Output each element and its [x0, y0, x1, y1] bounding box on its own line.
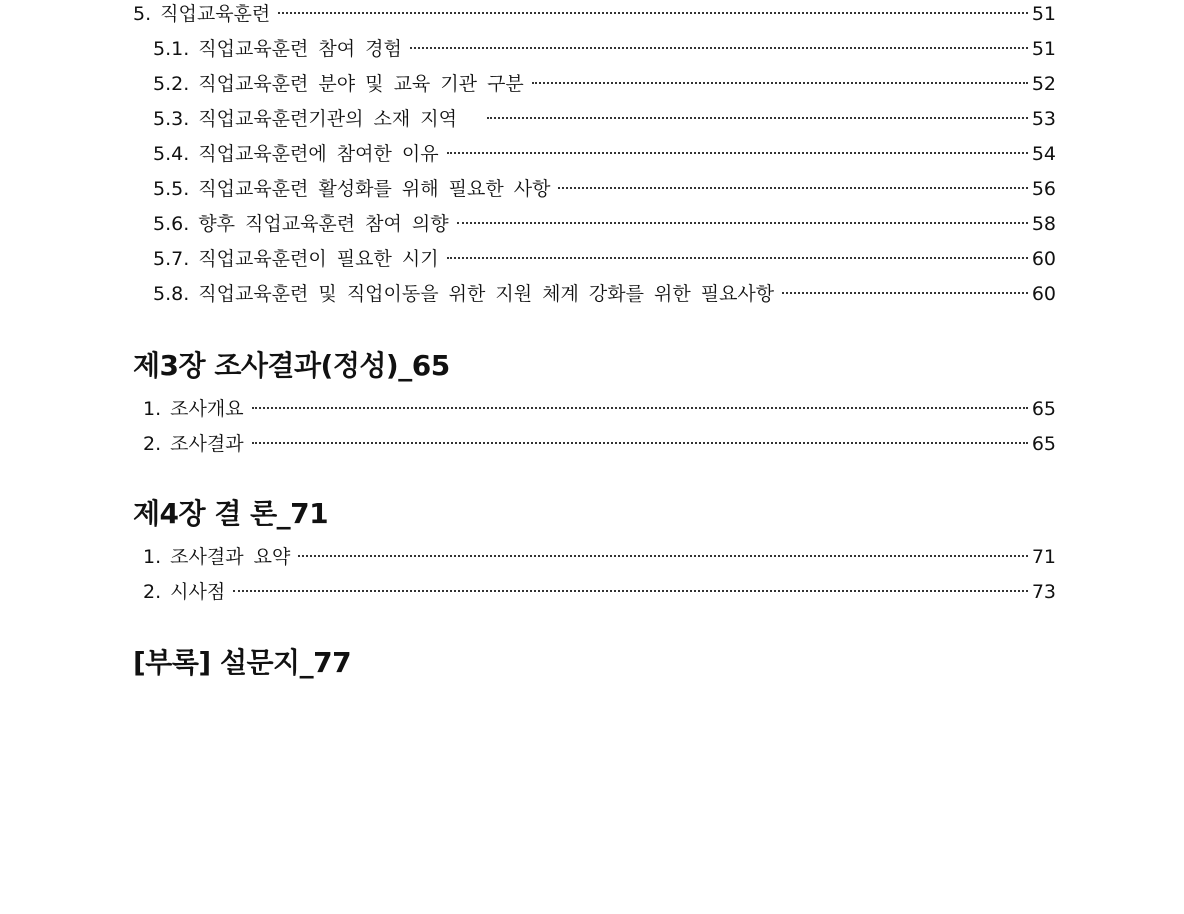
- toc-entry-title: 직업교육훈련 분야 및 교육 기관 구분: [198, 73, 524, 95]
- toc-entry-5-8[interactable]: [133, 277, 1056, 312]
- chapter-3-heading[interactable]: 제3장 조사결과(정성)_65: [133, 349, 450, 382]
- toc-entry-5-5[interactable]: [133, 172, 1056, 207]
- toc-entry-title: 향후 직업교육훈련 참여 의향: [198, 213, 449, 235]
- toc-entry-title: 조사개요: [170, 398, 244, 420]
- toc-entry-number: 5.4.: [153, 143, 190, 165]
- dot-leader: [278, 12, 1028, 14]
- toc-entry-ch3-2[interactable]: [133, 427, 1056, 462]
- toc-entry-number: 1.: [143, 398, 162, 420]
- toc-entry-page: 56: [1031, 178, 1056, 200]
- toc-entry-number: 5.2.: [153, 73, 190, 95]
- dot-leader: [782, 292, 1028, 294]
- toc-entry-page: 60: [1031, 283, 1056, 305]
- toc-entry-title: 직업교육훈련에 참여한 이유: [198, 143, 439, 165]
- dot-leader: [558, 187, 1027, 189]
- toc-entry-ch4-1[interactable]: [133, 540, 1056, 575]
- dot-leader: [457, 222, 1028, 224]
- toc-entry-title: 직업교육훈련: [160, 3, 271, 25]
- dot-leader: [298, 555, 1028, 557]
- toc-subsection-list: [133, 32, 1056, 312]
- dot-leader: [410, 47, 1028, 49]
- toc-entry-title: 시사점: [170, 581, 226, 603]
- toc-entry-number: 5.8.: [153, 283, 190, 305]
- toc-entry-ch3-1[interactable]: [133, 392, 1056, 427]
- toc-entry-title: 직업교육훈련기관의 소재 지역: [198, 108, 457, 130]
- chapter-3-list: [133, 392, 1056, 462]
- toc-entry-page: 65: [1031, 433, 1056, 455]
- dot-leader: [447, 152, 1028, 154]
- dot-leader: [233, 590, 1028, 592]
- toc-entry-page: 54: [1031, 143, 1056, 165]
- toc-entry-5-2[interactable]: [133, 67, 1056, 102]
- chapter-4-list: [133, 540, 1056, 610]
- toc-entry-title: 직업교육훈련 및 직업이동을 위한 지원 체계 강화를 위한 필요사항: [198, 283, 775, 305]
- chapter-4-heading[interactable]: 제4장 결 론_71: [133, 497, 329, 530]
- appendix-heading[interactable]: [부록] 설문지_77: [133, 646, 352, 679]
- toc-entry-5-6[interactable]: [133, 207, 1056, 242]
- dot-leader: [447, 257, 1028, 259]
- toc-entry-5[interactable]: [133, 0, 1056, 32]
- toc-entry-number: 1.: [143, 546, 162, 568]
- toc-entry-title: 직업교육훈련 활성화를 위해 필요한 사항: [198, 178, 551, 200]
- toc-entry-page: 53: [1031, 108, 1056, 130]
- toc-entry-page: 51: [1031, 3, 1056, 25]
- toc-entry-5-1[interactable]: [133, 32, 1056, 67]
- toc-entry-5-4[interactable]: [133, 137, 1056, 172]
- toc-entry-number: 2.: [143, 433, 162, 455]
- toc-entry-number: 5.: [133, 3, 152, 25]
- toc-entry-page: 52: [1031, 73, 1056, 95]
- toc-entry-ch4-2[interactable]: [133, 575, 1056, 610]
- toc-entry-page: 65: [1031, 398, 1056, 420]
- toc-entry-title: 조사결과 요약: [170, 546, 291, 568]
- toc-entry-number: 5.5.: [153, 178, 190, 200]
- toc-entry-number: 2.: [143, 581, 162, 603]
- toc-entry-number: 5.7.: [153, 248, 190, 270]
- toc-entry-title: 조사결과: [170, 433, 244, 455]
- toc-entry-page: 58: [1031, 213, 1056, 235]
- toc-entry-page: 51: [1031, 38, 1056, 60]
- toc-entry-5-3[interactable]: [133, 102, 1056, 137]
- toc-entry-page: 73: [1031, 581, 1056, 603]
- toc-entry-5-7[interactable]: [133, 242, 1056, 277]
- toc-entry-title: 직업교육훈련이 필요한 시기: [198, 248, 439, 270]
- toc-entry-page: 71: [1031, 546, 1056, 568]
- dot-leader: [252, 407, 1028, 409]
- dot-leader: [252, 442, 1028, 444]
- toc-entry-number: 5.3.: [153, 108, 190, 130]
- dot-leader: [487, 117, 1028, 119]
- toc-entry-number: 5.1.: [153, 38, 190, 60]
- toc-entry-title: 직업교육훈련 참여 경험: [198, 38, 402, 60]
- toc-entry-number: 5.6.: [153, 213, 190, 235]
- toc-entry-page: 60: [1031, 248, 1056, 270]
- dot-leader: [532, 82, 1028, 84]
